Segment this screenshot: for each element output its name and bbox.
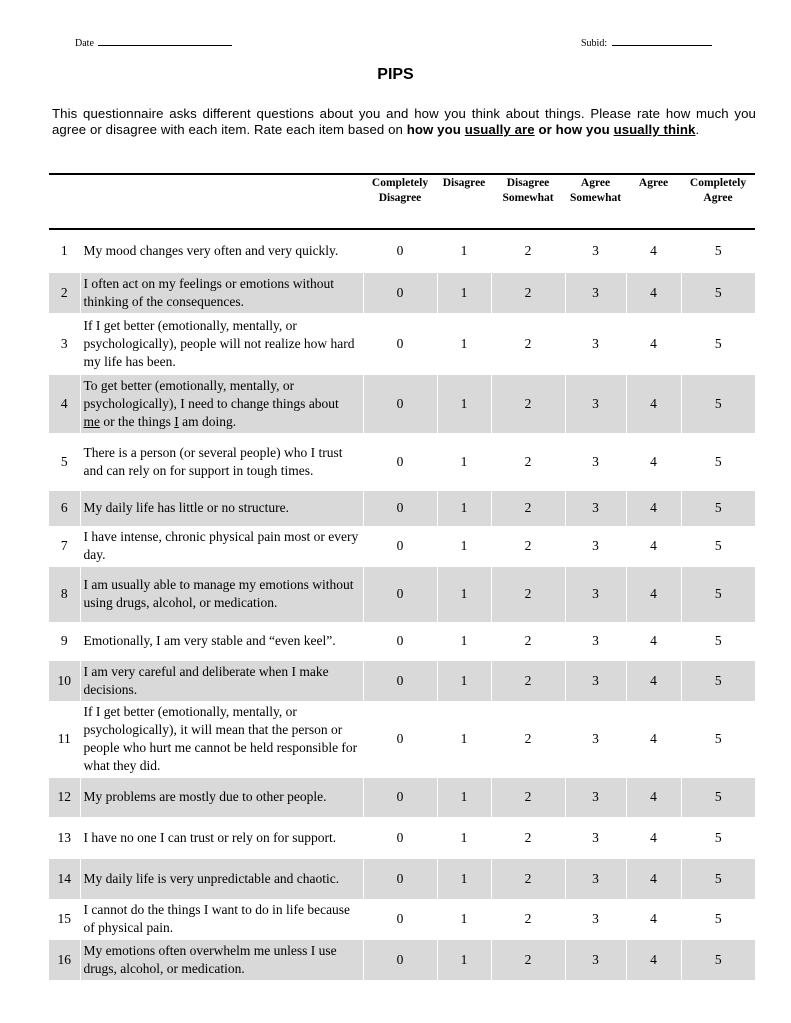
rating-option-0[interactable]: 0 bbox=[363, 490, 437, 526]
rating-option-2[interactable]: 2 bbox=[491, 622, 565, 660]
rating-option-2[interactable]: 2 bbox=[491, 777, 565, 817]
item-number: 8 bbox=[49, 566, 80, 622]
rating-option-5[interactable]: 5 bbox=[681, 777, 755, 817]
rating-option-1[interactable]: 1 bbox=[437, 433, 491, 490]
rating-option-3[interactable]: 3 bbox=[565, 701, 626, 777]
item-number: 14 bbox=[49, 858, 80, 899]
rating-option-5[interactable]: 5 bbox=[681, 858, 755, 899]
rating-option-2[interactable]: 2 bbox=[491, 858, 565, 899]
item-number: 13 bbox=[57, 829, 71, 845]
table-row bbox=[49, 899, 755, 939]
rating-option-0[interactable]: 0 bbox=[363, 777, 437, 817]
rating-option-1[interactable]: 1 bbox=[437, 858, 491, 899]
table-row bbox=[49, 939, 755, 980]
subid-label: Subid: bbox=[581, 38, 608, 49]
table-row bbox=[49, 526, 755, 566]
rating-option-3[interactable]: 3 bbox=[565, 939, 626, 980]
item-text: Emotionally, I am very stable and “even keel”. bbox=[80, 622, 363, 660]
date-field[interactable] bbox=[75, 37, 232, 49]
rating-option-5[interactable]: 5 bbox=[681, 701, 755, 777]
header-completely-agree: Completely Agree bbox=[689, 177, 747, 204]
item-text-part: or the things bbox=[100, 413, 175, 429]
table-row bbox=[49, 777, 755, 817]
item-text: I have intense, chronic physical pain most or every day. bbox=[80, 526, 363, 566]
item-number: 12 bbox=[49, 777, 80, 817]
rating-option-4[interactable]: 4 bbox=[626, 313, 681, 374]
rating-option-0[interactable]: 0 bbox=[363, 566, 437, 622]
item-text bbox=[80, 374, 363, 433]
rating-option-3[interactable]: 3 bbox=[565, 374, 626, 433]
item-text: I cannot do the things I want to do in life because of physical pain. bbox=[80, 899, 363, 939]
rating-option-2[interactable]: 2 bbox=[491, 490, 565, 526]
item-number: 1 bbox=[60, 242, 68, 258]
rating-option-4[interactable]: 4 bbox=[626, 939, 681, 980]
rating-option-2[interactable]: 2 bbox=[491, 229, 565, 272]
instructions bbox=[52, 106, 756, 138]
instructions-emphasis-1: how you bbox=[406, 122, 465, 137]
item-text: I am usually able to manage my emotions without using drugs, alcohol, or medication. bbox=[80, 566, 363, 622]
item-text-part: To get better (emotionally, mentally, or psychologically), I need to change things about bbox=[83, 377, 339, 411]
instructions-emphasis-usually-are: usually are bbox=[464, 122, 535, 137]
rating-option-3[interactable]: 3 bbox=[565, 817, 626, 858]
rating-option-0[interactable]: 0 bbox=[363, 229, 437, 272]
rating-option-4[interactable]: 4 bbox=[626, 701, 681, 777]
table-row bbox=[49, 490, 755, 526]
item-text-part: I bbox=[174, 413, 179, 429]
instructions-emphasis-usually-think: usually think bbox=[613, 122, 696, 137]
rating-option-5[interactable]: 5 bbox=[681, 313, 755, 374]
rating-option-2[interactable]: 2 bbox=[491, 433, 565, 490]
table-row bbox=[49, 858, 755, 899]
rating-option-4[interactable]: 4 bbox=[626, 526, 681, 566]
date-blank-line[interactable] bbox=[98, 37, 232, 46]
item-number: 4 bbox=[49, 374, 80, 433]
item-number: 11 bbox=[57, 731, 71, 746]
item-text: My daily life has little or no structure. bbox=[80, 490, 363, 526]
rating-option-5[interactable]: 5 bbox=[681, 817, 755, 858]
rating-option-4[interactable]: 4 bbox=[626, 899, 681, 939]
rating-option-1[interactable]: 1 bbox=[437, 817, 491, 858]
item-text: There is a person (or several people) who I trust and can rely on for support in tough times. bbox=[80, 433, 363, 490]
rating-option-3[interactable]: 3 bbox=[565, 566, 626, 622]
rating-option-2[interactable]: 2 bbox=[491, 526, 565, 566]
rating-option-3[interactable]: 3 bbox=[565, 490, 626, 526]
instructions-end: . bbox=[695, 122, 700, 137]
rating-option-1[interactable]: 1 bbox=[437, 701, 491, 777]
rating-option-5[interactable]: 5 bbox=[681, 433, 755, 490]
rating-option-4[interactable]: 4 bbox=[626, 858, 681, 899]
rating-option-4[interactable]: 4 bbox=[626, 490, 681, 526]
rating-option-0[interactable]: 0 bbox=[363, 701, 437, 777]
rating-option-0[interactable]: 0 bbox=[363, 433, 437, 490]
rating-option-2[interactable]: 2 bbox=[491, 313, 565, 374]
rating-option-5[interactable]: 5 bbox=[681, 939, 755, 980]
rating-option-3[interactable]: 3 bbox=[565, 660, 626, 701]
header-agree-somewhat: Agree Somewhat bbox=[569, 177, 622, 204]
rating-option-0[interactable]: 0 bbox=[363, 660, 437, 701]
rating-option-4[interactable]: 4 bbox=[626, 229, 681, 272]
rating-option-0[interactable]: 0 bbox=[363, 313, 437, 374]
rating-option-1[interactable]: 1 bbox=[437, 490, 491, 526]
table-header-row bbox=[49, 174, 755, 229]
item-text: My emotions often overwhelm me unless I use drugs, alcohol, or medication. bbox=[80, 939, 363, 980]
rating-option-1[interactable]: 1 bbox=[437, 939, 491, 980]
rating-option-1[interactable]: 1 bbox=[437, 566, 491, 622]
header-disagree-somewhat: Disagree Somewhat bbox=[502, 177, 554, 204]
header-item bbox=[80, 174, 363, 229]
item-text: I am very careful and deliberate when I make decisions. bbox=[80, 660, 363, 701]
item-number: 15 bbox=[57, 911, 71, 926]
page-title: PIPS bbox=[377, 66, 414, 83]
table-row bbox=[49, 433, 755, 490]
subid-blank-line[interactable] bbox=[612, 37, 712, 46]
rating-option-2[interactable]: 2 bbox=[491, 272, 565, 313]
table-row bbox=[49, 374, 755, 433]
rating-option-2[interactable]: 2 bbox=[491, 660, 565, 701]
rating-option-4[interactable]: 4 bbox=[626, 660, 681, 701]
rating-option-1[interactable]: 1 bbox=[437, 229, 491, 272]
date-label: Date bbox=[75, 38, 94, 49]
rating-option-4[interactable]: 4 bbox=[626, 566, 681, 622]
rating-option-4[interactable]: 4 bbox=[626, 622, 681, 660]
rating-option-0[interactable]: 0 bbox=[363, 622, 437, 660]
rating-option-3[interactable]: 3 bbox=[565, 622, 626, 660]
item-number: 9 bbox=[60, 633, 68, 648]
rating-option-4[interactable]: 4 bbox=[626, 817, 681, 858]
rating-option-0[interactable]: 0 bbox=[363, 272, 437, 313]
rating-option-0[interactable]: 0 bbox=[363, 374, 437, 433]
item-number: 7 bbox=[60, 538, 68, 553]
item-number: 10 bbox=[49, 660, 80, 701]
rating-option-3[interactable]: 3 bbox=[565, 526, 626, 566]
table-row bbox=[49, 660, 755, 701]
instructions-emphasis-2: or how you bbox=[534, 122, 614, 137]
item-text: My mood changes very often and very quickly. bbox=[80, 229, 363, 272]
table-row bbox=[49, 701, 755, 777]
questionnaire-table bbox=[49, 173, 755, 980]
table-row bbox=[49, 313, 755, 374]
rating-option-5[interactable]: 5 bbox=[681, 490, 755, 526]
rating-option-2[interactable]: 2 bbox=[491, 939, 565, 980]
item-number: 3 bbox=[60, 335, 68, 351]
rating-option-4[interactable]: 4 bbox=[626, 433, 681, 490]
table-row bbox=[49, 229, 755, 272]
table-row bbox=[49, 272, 755, 313]
header-agree: Agree bbox=[638, 177, 669, 189]
rating-option-2[interactable]: 2 bbox=[491, 374, 565, 433]
table-row bbox=[49, 566, 755, 622]
rating-option-2[interactable]: 2 bbox=[491, 899, 565, 939]
header-disagree: Disagree bbox=[442, 177, 486, 189]
rating-option-1[interactable]: 1 bbox=[437, 899, 491, 939]
rating-option-1[interactable]: 1 bbox=[437, 526, 491, 566]
rating-option-5[interactable]: 5 bbox=[681, 374, 755, 433]
rating-option-3[interactable]: 3 bbox=[565, 777, 626, 817]
rating-option-5[interactable]: 5 bbox=[681, 622, 755, 660]
rating-option-2[interactable]: 2 bbox=[491, 817, 565, 858]
item-number: 5 bbox=[60, 453, 68, 469]
rating-option-0[interactable]: 0 bbox=[363, 939, 437, 980]
item-number: 2 bbox=[49, 272, 80, 313]
table-row bbox=[49, 622, 755, 660]
rating-option-4[interactable]: 4 bbox=[626, 374, 681, 433]
item-text-part: am doing. bbox=[178, 413, 237, 429]
subid-field[interactable] bbox=[581, 37, 712, 49]
rating-option-0[interactable]: 0 bbox=[363, 817, 437, 858]
rating-option-0[interactable]: 0 bbox=[363, 526, 437, 566]
item-text-part: me bbox=[83, 413, 100, 429]
table-row bbox=[49, 817, 755, 858]
rating-option-1[interactable]: 1 bbox=[437, 777, 491, 817]
instructions-text: This questionnaire asks different questions about you and how you think about things. Please rate how much you agree or disagree with each item. Rate each item based on bbox=[52, 106, 756, 137]
rating-option-5[interactable]: 5 bbox=[681, 229, 755, 272]
item-text: I have no one I can trust or rely on for support. bbox=[80, 817, 363, 858]
rating-option-1[interactable]: 1 bbox=[437, 272, 491, 313]
rating-option-1[interactable]: 1 bbox=[437, 313, 491, 374]
rating-option-3[interactable]: 3 bbox=[565, 858, 626, 899]
rating-option-5[interactable]: 5 bbox=[681, 899, 755, 939]
rating-option-3[interactable]: 3 bbox=[565, 313, 626, 374]
rating-option-1[interactable]: 1 bbox=[437, 622, 491, 660]
rating-option-5[interactable]: 5 bbox=[681, 566, 755, 622]
rating-option-3[interactable]: 3 bbox=[565, 433, 626, 490]
rating-option-5[interactable]: 5 bbox=[681, 526, 755, 566]
rating-option-2[interactable]: 2 bbox=[491, 701, 565, 777]
item-text: If I get better (emotionally, mentally, or psychologically), it will mean that the person or people who hurt me cannot be held responsible for what they did. bbox=[80, 701, 363, 777]
rating-option-4[interactable]: 4 bbox=[626, 272, 681, 313]
item-number: 16 bbox=[49, 939, 80, 980]
rating-option-5[interactable]: 5 bbox=[681, 660, 755, 701]
rating-option-0[interactable]: 0 bbox=[363, 899, 437, 939]
rating-option-4[interactable]: 4 bbox=[626, 777, 681, 817]
rating-option-5[interactable]: 5 bbox=[681, 272, 755, 313]
rating-option-3[interactable]: 3 bbox=[565, 272, 626, 313]
rating-option-2[interactable]: 2 bbox=[491, 566, 565, 622]
rating-option-3[interactable]: 3 bbox=[565, 229, 626, 272]
header-number bbox=[49, 174, 80, 229]
rating-option-3[interactable]: 3 bbox=[565, 899, 626, 939]
header-completely-disagree: Completely Disagree bbox=[371, 177, 429, 204]
item-text: If I get better (emotionally, mentally, or psychologically), people will not realize how hard my life has been. bbox=[80, 313, 363, 374]
item-number: 6 bbox=[49, 490, 80, 526]
rating-option-0[interactable]: 0 bbox=[363, 858, 437, 899]
item-text: My problems are mostly due to other people. bbox=[80, 777, 363, 817]
rating-option-1[interactable]: 1 bbox=[437, 660, 491, 701]
rating-option-1[interactable]: 1 bbox=[437, 374, 491, 433]
item-text: I often act on my feelings or emotions without thinking of the consequences. bbox=[80, 272, 363, 313]
item-text: My daily life is very unpredictable and chaotic. bbox=[80, 858, 363, 899]
